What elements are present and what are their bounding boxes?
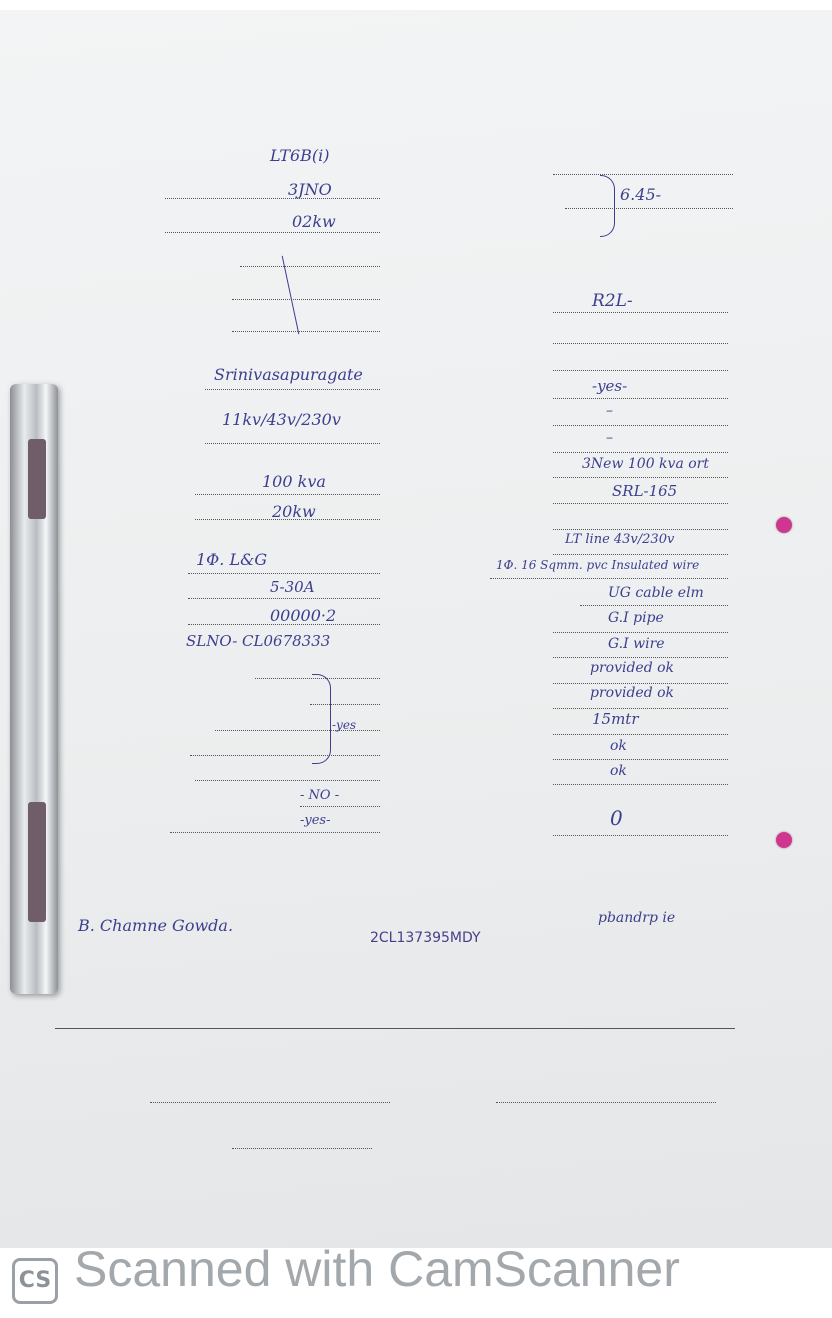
dotted-line <box>496 1102 716 1103</box>
dotted-line <box>553 312 728 313</box>
customer-signature: B. Chamne Gowda. <box>78 916 234 935</box>
hw-check-2: ok <box>610 763 627 779</box>
dotted-line <box>553 398 728 399</box>
dotted-line <box>188 598 380 599</box>
hw-earth-1: G.I pipe <box>608 610 664 626</box>
hw-dash: – <box>606 430 613 446</box>
hw-earth-2: G.I wire <box>608 636 665 652</box>
dotted-line <box>165 198 380 199</box>
dotted-line <box>553 759 728 760</box>
hw-distance: 15mtr <box>592 710 639 728</box>
contractor-licence-number: 2CL137395MDY <box>370 930 481 946</box>
hw-er-number: SRL-165 <box>612 482 678 500</box>
clip-bar <box>28 802 46 922</box>
hw-initial-reading: 00000·2 <box>270 606 337 625</box>
dotted-line <box>195 494 380 495</box>
dotted-line <box>232 299 380 300</box>
hw-power-load: 20kw <box>272 502 316 521</box>
camscanner-logo: CS <box>12 1258 58 1304</box>
dotted-line <box>205 389 380 390</box>
dotted-line <box>553 632 728 633</box>
dotted-line <box>553 835 728 836</box>
dotted-line <box>553 174 733 175</box>
dotted-line <box>565 208 733 209</box>
dotted-line <box>553 657 728 658</box>
dotted-line <box>553 452 728 453</box>
dotted-line <box>170 832 380 833</box>
punch-hole <box>776 517 792 533</box>
hw-neutral-reading: 0 <box>610 806 623 830</box>
dotted-line <box>195 780 380 781</box>
dotted-line <box>553 784 728 785</box>
hw-meter-serial: SLNO- CL0678333 <box>186 632 331 650</box>
dotted-line <box>553 503 728 504</box>
dotted-line <box>553 343 728 344</box>
hw-cable-type: UG cable elm <box>608 585 704 601</box>
hw-line-detail: 3New 100 kva ort <box>582 456 709 472</box>
hw-service-route: LT line 43v/230v <box>565 532 675 547</box>
punch-hole <box>776 832 792 848</box>
hw-meter-make: 1Φ. L&G <box>196 550 268 569</box>
hw-rr-value: 6.45- <box>620 185 662 204</box>
dotted-line <box>150 1102 390 1103</box>
dotted-line <box>553 477 728 478</box>
dotted-line <box>205 443 380 444</box>
hw-conductor: 1Φ. 16 Sqmm. pvc Insulated wire <box>496 558 700 572</box>
hw-fuse-1: provided ok <box>590 660 675 676</box>
hw-load: 02kw <box>292 212 336 231</box>
hw-bracket <box>312 674 331 764</box>
hw-meter-seal: 3JNO <box>288 180 332 199</box>
dotted-line <box>300 806 380 807</box>
dotted-line <box>490 578 728 579</box>
dotted-line <box>190 755 380 756</box>
hw-location: Srinivasapuragate <box>214 365 363 384</box>
dotted-line <box>553 529 728 530</box>
hw-capacity: 100 kva <box>262 472 326 491</box>
dotted-line <box>553 734 728 735</box>
binder-clip <box>10 384 58 994</box>
hw-check-1: ok <box>610 738 627 754</box>
hw-bracket <box>600 175 615 237</box>
dotted-line <box>553 425 728 426</box>
hw-connection-type: LT6B(i) <box>270 146 330 165</box>
dotted-line <box>553 370 728 371</box>
page-top-edge <box>0 0 832 10</box>
clip-bar <box>28 439 46 519</box>
dotted-line <box>553 554 728 555</box>
hw-no-mark: - NO - <box>300 788 340 803</box>
hw-installation-no: R2L- <box>592 291 633 311</box>
hw-voltage: 11kv/43v/230v <box>222 410 341 429</box>
dotted-line <box>240 266 380 267</box>
section-divider <box>55 1028 735 1029</box>
dotted-line <box>553 683 728 684</box>
hw-meter-rating: 5-30A <box>270 578 315 596</box>
hw-fuse-2: provided ok <box>590 685 675 701</box>
dotted-line <box>232 1148 372 1149</box>
hw-dash: – <box>606 403 613 419</box>
dotted-line <box>188 573 380 574</box>
dotted-line <box>553 708 728 709</box>
dotted-line <box>580 605 728 606</box>
camscanner-watermark: Scanned with CamScanner <box>74 1241 680 1297</box>
dotted-line <box>232 331 380 332</box>
dotted-line <box>165 232 380 233</box>
hw-connection-yes: -yes- <box>592 377 628 395</box>
hw-yes-mark: -yes <box>332 718 357 732</box>
hw-yes-mark-2: -yes- <box>300 813 331 828</box>
hw-strike-line <box>282 256 300 334</box>
contractor-signature: pbandrp ie <box>598 910 676 926</box>
